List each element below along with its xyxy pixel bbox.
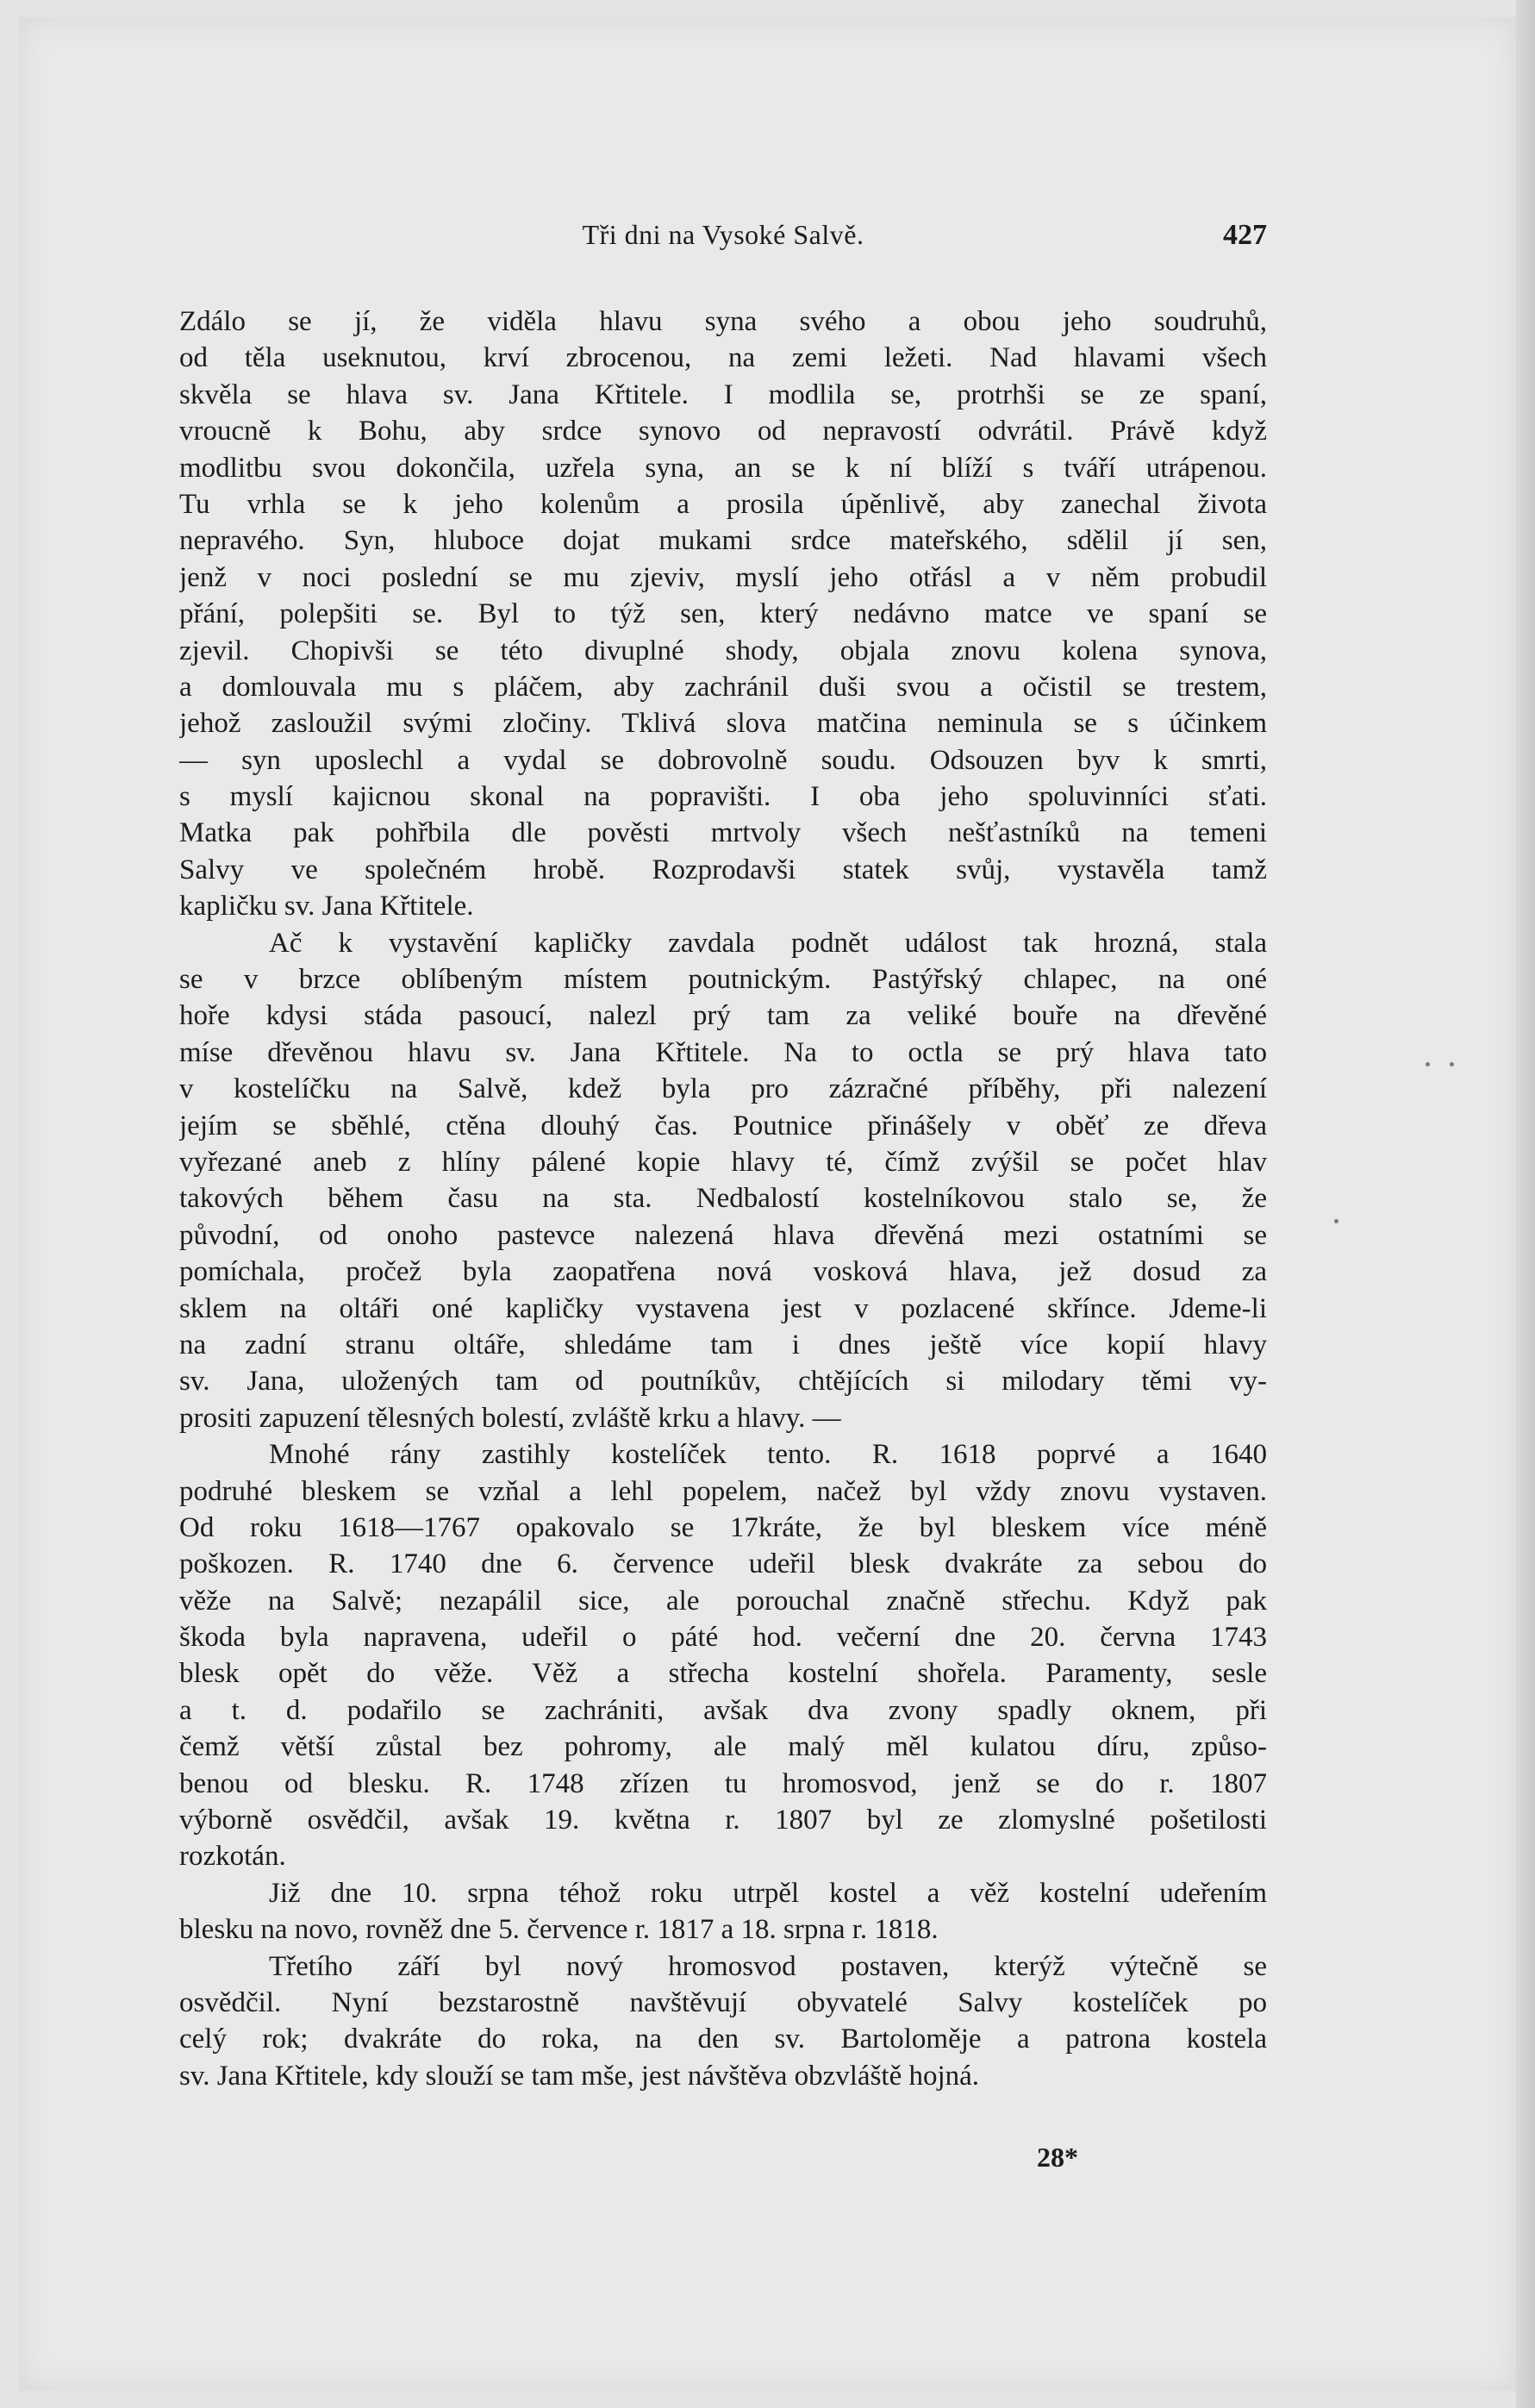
- text-line: sv. Jana Křtitele, kdy slouží se tam mše, jest návštěva obzvláště hojná.: [179, 2060, 980, 2092]
- text-line: Mnohé rány zastihly kostelíček tento. R. 1618 poprvé a 1640: [269, 1439, 1267, 1471]
- text-line: škoda byla napravena, udeřil o páté hod. večerní dne 20. června 1743: [179, 1622, 1267, 1654]
- text-line: — syn uposlechl a vydal se dobrovolně soudu. Odsouzen byv k smrti,: [179, 744, 1267, 776]
- scan-speck: [1334, 1219, 1338, 1223]
- text-line: hoře kdysi stáda pasoucí, nalezl prý tam za veliké bouře na dřevěné: [179, 1000, 1267, 1032]
- text-line: původní, od onoho pastevce nalezená hlava dřevěná mezi ostatními se: [179, 1219, 1267, 1251]
- text-line: a t. d. podařilo se zachrániti, avšak dva zvony spadly oknem, při: [179, 1694, 1267, 1726]
- text-line: jenž v noci poslední se mu zjeviv, myslí jeho otřásl a v něm probudil: [179, 561, 1267, 593]
- text-line: vyřezané aneb z hlíny pálené kopie hlavy té, čímž zvýšil se počet hlav: [179, 1146, 1267, 1178]
- text-line: věže na Salvě; nezapálil sice, ale porouchal značně střechu. Když pak: [179, 1585, 1267, 1617]
- text-line: poškozen. R. 1740 dne 6. července udeřil blesk dvakráte za sebou do: [179, 1548, 1267, 1580]
- text-line: sv. Jana, uložených tam od poutníkův, chtějících si milodary těmi vy-: [179, 1366, 1267, 1398]
- text-line: sklem na oltáři oné kapličky vystavena jest v pozlacené skřínce. Jdeme-li: [179, 1292, 1267, 1324]
- text-line: celý rok; dvakráte do roka, na den sv. Bartoloměje a patrona kostela: [179, 2023, 1267, 2055]
- text-line: na zadní stranu oltáře, shledáme tam i dnes ještě více kopií hlavy: [179, 1329, 1267, 1360]
- text-line: od těla useknutou, krví zbrocenou, na zemi ležeti. Nad hlavami všech: [179, 342, 1267, 374]
- text-line: Ač k vystavění kapličky zavdala podnět událost tak hrozná, stala: [269, 927, 1267, 959]
- text-line: blesk opět do věže. Věž a střecha kostelní shořela. Paramenty, sesle: [179, 1658, 1267, 1690]
- text-line: pomíchala, pročež byla zaopatřena nová vosková hlava, jež dosud za: [179, 1256, 1267, 1288]
- text-line: Zdálo se jí, že viděla hlavu syna svého a obou jeho soudruhů,: [179, 306, 1267, 337]
- scan-speck: [1426, 1062, 1430, 1066]
- text-line: podruhé bleskem se vzňal a lehl popelem, načež byl vždy znovu vystaven.: [179, 1475, 1267, 1507]
- text-line: blesku na novo, rovněž dne 5. července r. 1817 a 18. srpna r. 1818.: [179, 1914, 939, 1946]
- body-text: [179, 303, 1267, 2094]
- text-line: se v brzce oblíbeným místem poutnickým. Pastýřský chlapec, na oné: [179, 964, 1267, 996]
- text-line: Salvy ve společném hrobě. Rozprodavši statek svůj, vystavěla tamž: [179, 854, 1267, 885]
- text-line: vroucně k Bohu, aby srdce synovo od nepravostí odvrátil. Právě když: [179, 416, 1267, 447]
- page-number: 427: [1223, 219, 1267, 251]
- text-line: prositi zapuzení tělesných bolestí, zvláště krku a hlavy. —: [179, 1402, 841, 1434]
- text-line: Již dne 10. srpna téhož roku utrpěl kostel a věž kostelní udeřením: [269, 1877, 1267, 1909]
- text-line: přání, polepšiti se. Byl to týž sen, který nedávno matce ve spaní se: [179, 598, 1267, 630]
- text-line: Matka pak pohřbila dle pověsti mrtvoly všech nešťastníků na temeni: [179, 817, 1267, 849]
- text-line: a domlouvala mu s pláčem, aby zachránil duši svou a očistil se trestem,: [179, 671, 1267, 703]
- text-line: benou od blesku. R. 1748 zřízen tu hromosvod, jenž se do r. 1807: [179, 1767, 1267, 1799]
- page-header: [179, 219, 1267, 262]
- text-line: modlitbu svou dokončila, uzřela syna, an se k ní blíží s tváří utrápenou.: [179, 452, 1267, 484]
- text-line: Tu vrhla se k jeho kolenům a prosila úpěnlivě, aby zanechal života: [179, 488, 1267, 520]
- text-line: rozkotán.: [179, 1841, 286, 1873]
- text-line: kapličku sv. Jana Křtitele.: [179, 891, 474, 923]
- text-line: osvědčil. Nyní bezstarostně navštěvují obyvatelé Salvy kostelíček po: [179, 1986, 1267, 2018]
- page-edge-shadow: [1516, 0, 1535, 2408]
- text-line: jejím se sběhlé, ctěna dlouhý čas. Poutnice přinášely v oběť ze dřeva: [179, 1110, 1267, 1141]
- text-line: takových během času na sta. Nedbalostí kostelníkovou stalo se, že: [179, 1183, 1267, 1215]
- text-line: míse dřevěnou hlavu sv. Jana Křtitele. Na to octla se prý hlava tato: [179, 1036, 1267, 1068]
- scan-speck: [1450, 1062, 1454, 1066]
- text-line: zjevil. Chopivši se této divuplné shody, objala znovu kolena synova,: [179, 635, 1267, 666]
- text-line: Od roku 1618—1767 opakovalo se 17kráte, že byl bleskem více méně: [179, 1511, 1267, 1543]
- text-line: výborně osvědčil, avšak 19. května r. 1807 byl ze zlomyslné pošetilosti: [179, 1804, 1267, 1836]
- text-line: čemž větší zůstal bez pohromy, ale malý měl kulatou díru, způso-: [179, 1731, 1267, 1763]
- running-title: Tři dni na Vysoké Salvě.: [582, 219, 864, 250]
- text-line: skvěla se hlava sv. Jana Křtitele. I modlila se, protrhši se ze spaní,: [179, 378, 1267, 410]
- text-line: nepravého. Syn, hluboce dojat mukami srdce mateřského, sdělil jí sen,: [179, 525, 1267, 557]
- text-line: v kostelíčku na Salvě, kdež byla pro zázračné příběhy, při nalezení: [179, 1073, 1267, 1105]
- text-line: jehož zasloužil svými zločiny. Tklivá slova matčina neminula se s účinkem: [179, 708, 1267, 740]
- text-line: s myslí kajicnou skonal na popravišti. I oba jeho spoluvinníci sťati.: [179, 781, 1267, 813]
- signature-mark: 28*: [1037, 2142, 1078, 2173]
- text-line: Třetího září byl nový hromosvod postaven, kterýž výtečně se: [269, 1950, 1267, 1982]
